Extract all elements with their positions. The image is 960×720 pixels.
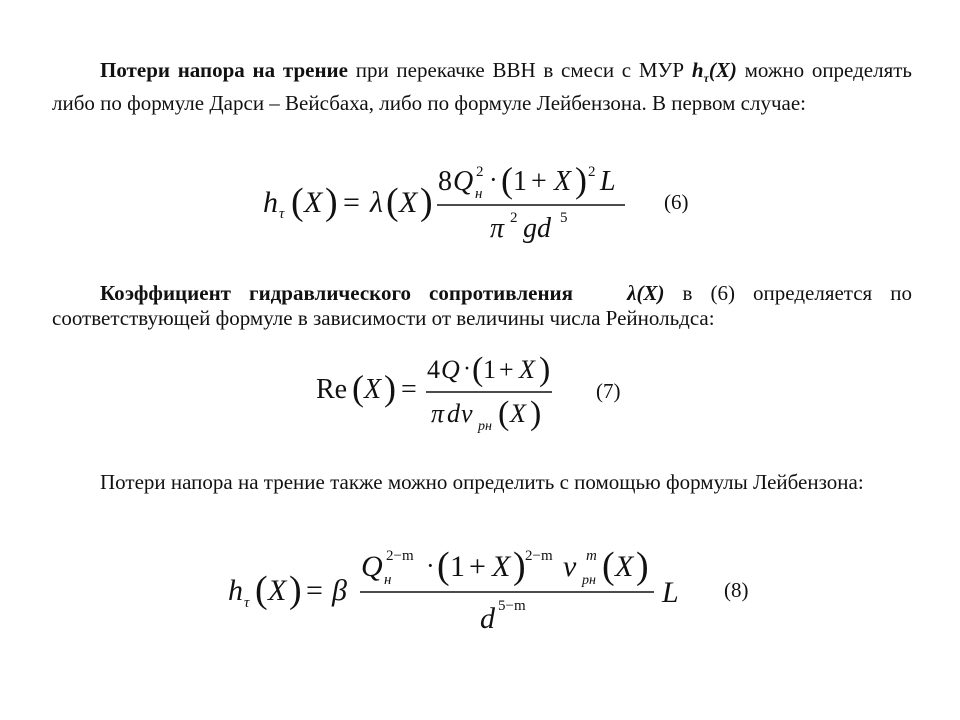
paragraph-1	[52, 58, 912, 116]
paragraph-2-lead: Коэффициент гидравлического сопротивления	[100, 281, 574, 305]
eq6-den-gd: gd	[523, 213, 551, 244]
eq8-num-nu: ν	[563, 550, 577, 583]
eq8-beta: β	[332, 574, 347, 607]
eq7-num-x: X	[519, 355, 535, 384]
eq8-sub: τ	[244, 595, 250, 611]
eq8-tail-L: L	[662, 576, 679, 609]
eq8-num-nu-sub: рн	[582, 573, 596, 588]
paragraph-3-text: Потери напора на трение также можно определить с помощью формулы Лейбензона:	[100, 470, 864, 494]
eq6-paren-close: )	[325, 181, 338, 223]
eq6-num-dot: ·	[489, 165, 498, 194]
eq7-den-x: X	[510, 399, 526, 428]
eq8-num-paren2-close: )	[636, 545, 649, 587]
eq8-num-sup: 2−m	[386, 548, 414, 564]
paragraph-1-text-a: при перекачке ВВН в смеси с МУР	[347, 58, 692, 82]
equation-7-number: (7)	[596, 379, 621, 403]
eq7-eq: =	[401, 374, 417, 405]
eq8-num-paren-open: (	[437, 545, 450, 587]
eq8-num-subn: н	[384, 572, 392, 588]
eq6-lambda: λ	[370, 186, 383, 219]
eq6-sub: τ	[279, 206, 285, 222]
equation-6-number: (6)	[664, 190, 689, 214]
eq7-paren-close: )	[384, 368, 396, 408]
paragraph-2-text-b: в (6) определяется по соответствующей формуле в зависимости от величины числа Рейнольдса:	[52, 281, 912, 330]
eq7-re: Re	[316, 374, 348, 405]
eq8-num-sup-b: 2−m	[525, 548, 553, 564]
eq8-num-Q: Q	[361, 550, 383, 583]
eq7-x: X	[364, 374, 382, 405]
equation-7	[312, 350, 572, 435]
eq6-num-paren-close: )	[575, 160, 587, 200]
eq6-num-L: L	[600, 166, 616, 197]
paragraph-2-symbol: λ(X)	[627, 281, 665, 305]
eq6-x: X	[304, 186, 323, 219]
eq6-num-subn: н	[475, 186, 483, 202]
eq8-num-x2: X	[615, 550, 634, 583]
eq6-num-8: 8	[438, 166, 452, 197]
eq6-den-sup5: 5	[560, 210, 568, 226]
eq8-den-d: d	[480, 602, 495, 635]
equation-6	[255, 160, 635, 250]
eq7-num-paren-close: )	[539, 351, 551, 388]
eq6-num-sup2: 2	[476, 164, 484, 180]
paragraph-3	[52, 470, 912, 495]
eq6-h: h	[263, 186, 278, 219]
eq7-num-paren-open: (	[472, 351, 484, 388]
eq6-num-x: X	[554, 166, 572, 197]
eq8-eq: =	[306, 574, 323, 607]
eq8-num-paren-close: )	[513, 545, 526, 587]
eq6-paren2-close: )	[420, 181, 433, 223]
eq6-eq: =	[343, 186, 360, 219]
eq6-num-paren-open: (	[501, 160, 513, 200]
paragraph-2	[52, 281, 912, 331]
eq7-den-paren-close: )	[530, 395, 542, 432]
eq6-paren2-open: (	[386, 181, 399, 223]
eq6-den-pi: π	[490, 213, 505, 244]
eq7-num-one: 1	[483, 355, 496, 384]
eq7-den-paren-open: (	[498, 395, 510, 432]
eq7-den-sub: рн	[478, 419, 492, 434]
eq8-paren-open: (	[255, 569, 268, 611]
eq7-den-nu: ν	[461, 399, 473, 428]
eq7-num-dot: ·	[463, 356, 471, 382]
eq8-num-dot: ·	[426, 551, 435, 580]
eq8-num-x: X	[492, 550, 511, 583]
eq6-den-sup2: 2	[510, 210, 518, 226]
eq6-num-plus: +	[531, 166, 547, 197]
eq6-num-one: 1	[513, 166, 527, 197]
eq8-num-one: 1	[450, 550, 465, 583]
paragraph-1-lead: Потери напора на трение	[100, 58, 348, 82]
eq7-num-plus: +	[499, 355, 514, 384]
equation-8-number: (8)	[724, 578, 749, 602]
eq8-den-sup: 5−m	[498, 598, 526, 614]
eq6-paren-open: (	[291, 181, 304, 223]
eq8-paren-close: )	[289, 569, 302, 611]
eq6-x2: X	[399, 186, 418, 219]
eq7-paren-open: (	[352, 368, 364, 408]
eq8-num-plus: +	[469, 550, 486, 583]
eq6-num-Q: Q	[453, 166, 474, 197]
eq7-num-4: 4	[427, 355, 440, 384]
eq7-num-Q: Q	[441, 355, 460, 384]
eq8-h: h	[228, 574, 243, 607]
paragraph-1-symbol: $h_\tau(X)$	[691, 58, 737, 86]
eq7-den-pi: π	[431, 399, 445, 428]
eq6-num-sup2b: 2	[588, 164, 596, 180]
eq8-num-paren2-open: (	[602, 545, 615, 587]
eq8-num-nu-sup: m	[586, 548, 597, 564]
paragraph-1-text-b: можно определять либо по формуле Дарси – Вейсбаха, либо по формуле Лейбензона. В первом случае:	[52, 58, 912, 116]
eq8-x: X	[268, 574, 287, 607]
eq7-den-d: d	[447, 399, 460, 428]
equation-8	[222, 540, 692, 635]
